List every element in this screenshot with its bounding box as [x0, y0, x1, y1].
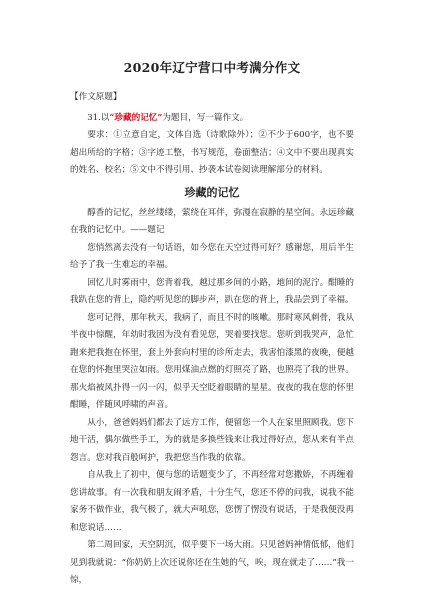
essay-paragraph-4: 您可记得，那年秋天，我病了，而且不时的咳嗽。那时寒风刺骨，我从半夜中惊醒，年幼时我因为没有看见您，哭着要找您。您听到我哭声，急忙跑来把我抱在怀里，套上外套向村里的诊所走去，我害怕漆黑的夜晚，便越在您的怀抱里哭泣如雨。您用煤油点燃的灯照亮了路，也照亮了我的世界。那火焰被风扑得一闪一闪，似乎天空眨着眼睛的星星。夜夜的我在您的怀里酣睡，伴随风呼啸的声音。 — [70, 312, 354, 410]
essay-paragraph-2: 您悄然离去没有一句话语，如今您在天空过得可好？感谢您，用后半生给予了我一生难忘的幸福。 — [70, 242, 354, 270]
section-label: 【作文原题】 — [70, 92, 122, 102]
prompt-number: 31. — [87, 112, 101, 123]
essay-title: 珍藏的记忆 — [184, 185, 240, 199]
essay-paragraph-7: 第二周回家，天空阴沉，似乎要下一场大雨。只见爸妈神情低郁，他们见到我就说：“你奶奶上次还说你还在生她的气，唉，现在就走了……”我一惊， — [70, 540, 354, 585]
prompt-line — [70, 110, 354, 128]
essay-paragraph-3: 回忆儿时雾雨中，您背着我，越过那乡间的小路，地间的泥泞。酣睡的我趴在您的背上，隐约听见您的脚步声，趴在您的背上，我品尝到了幸福。 — [70, 277, 354, 305]
essay-paragraph-5: 从小，爸爸妈妈们都去了远方工作，便留您一个人在家里照顾我。您下地干活，偶尔做些手工，为的就是多换些钱来让我过得好点，您从来有半点怨言。您对我百般呵护，我把您当作我的依靠。 — [70, 417, 354, 463]
essay-paragraph-1: 醇香的记忆，丝丝缕缕，萦绕在耳伴，弥漫在寂静的星空间。永远珍藏在我的记忆中。——题记 — [70, 207, 354, 235]
prompt-suffix: 为题目，写一篇作文。 — [162, 112, 249, 123]
document-title: 2020年辽宁营口中考满分作文 — [123, 60, 301, 75]
prompt-topic: “珍藏的记忆” — [109, 112, 163, 123]
prompt-prefix: 以 — [100, 112, 110, 123]
requirements-text: 要求：①立意自定，文体自选（诗歌除外）；②不少于600字，也不要超出所给的字格；③字迹工整，书写规范，卷面整洁；④文中不要出现真实的姓名、校名；⑤文中不得引用、抄袭本试卷阅读理解部分的材料。 — [70, 130, 354, 175]
essay-paragraph-6: 自从我上了初中，便与您的话题变少了，不再经常对您撒娇，不再缠着您讲故事。有一次我和朋友闹矛盾，十分生气，您还不停的问我，说我不能家务不做作业，我气极了，就大声吼您，您愣了愣没有说话，于是我便没再和您说话…… — [70, 470, 354, 533]
